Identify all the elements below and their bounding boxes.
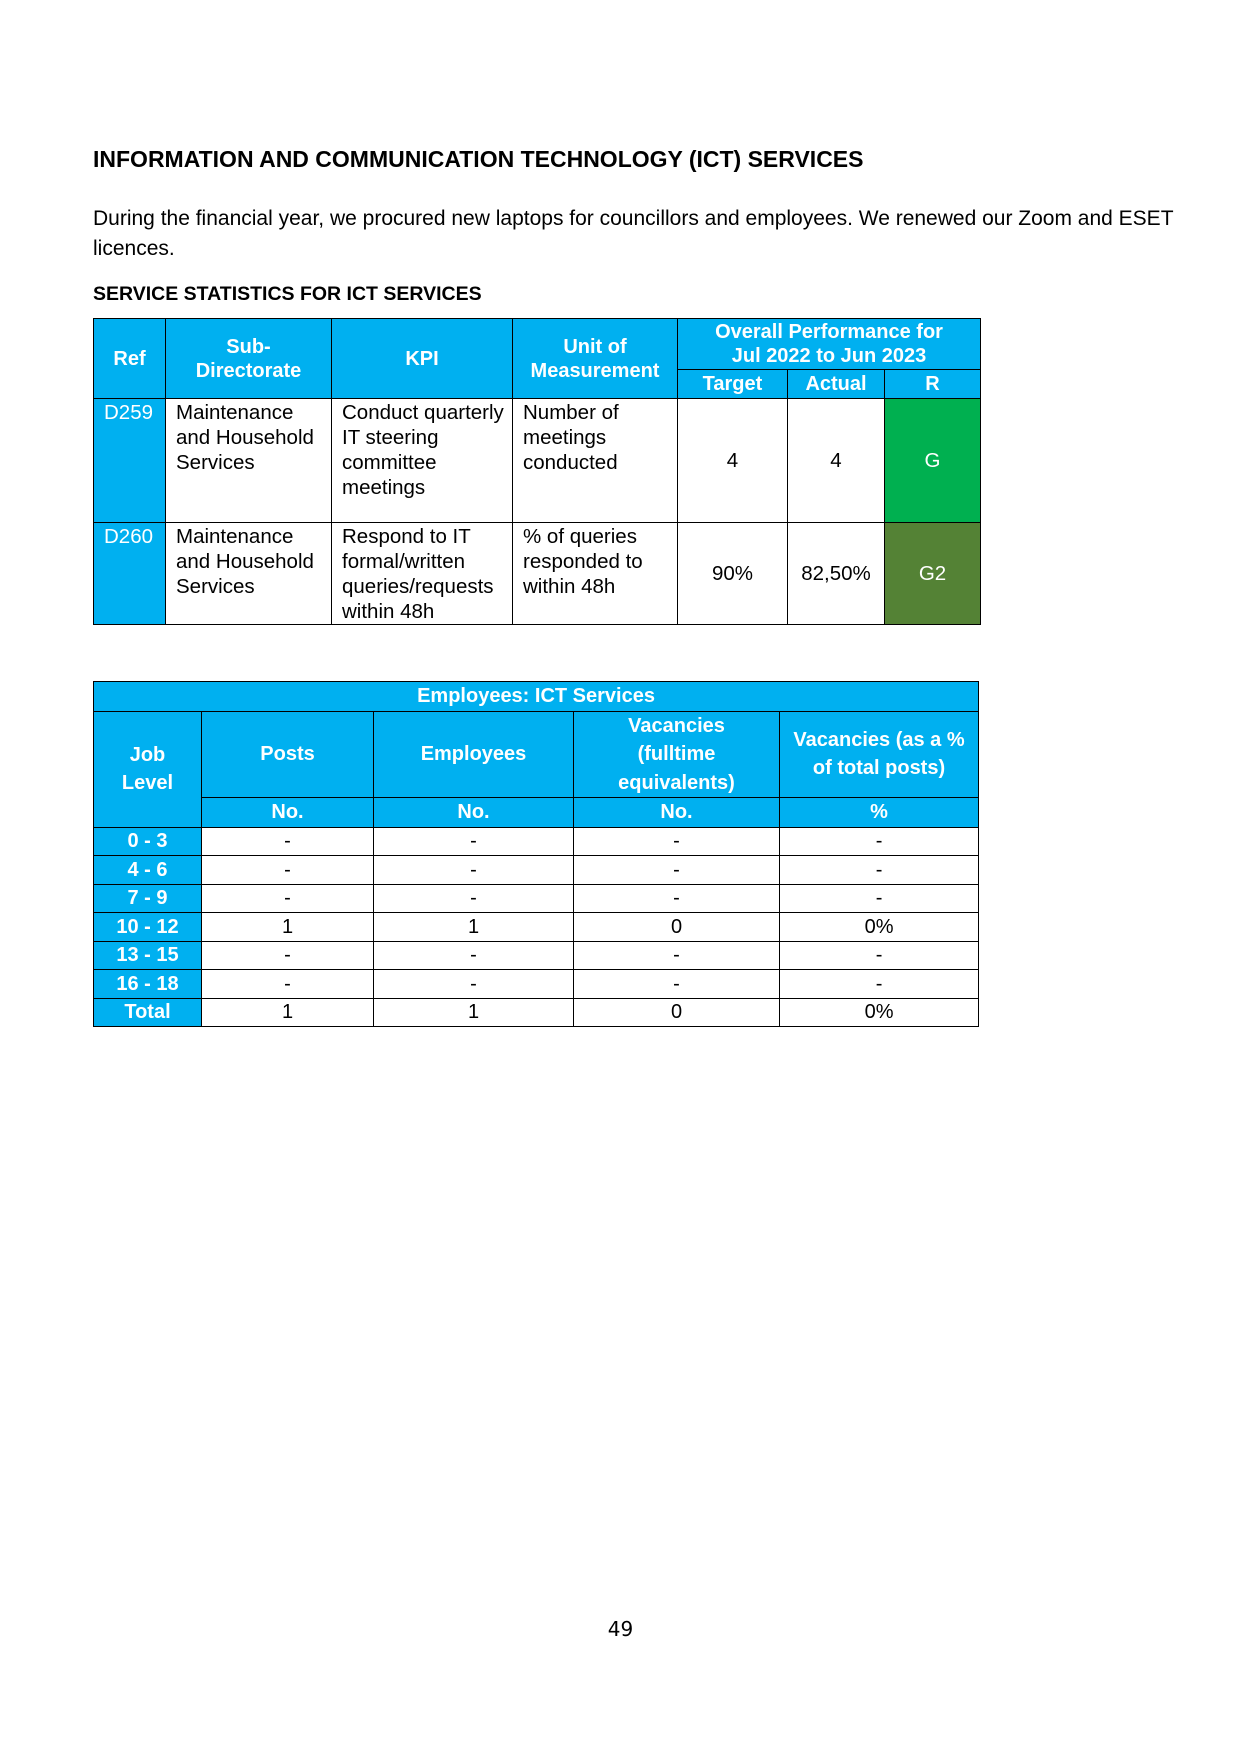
job-level-cell: 16 - 18 xyxy=(94,970,202,999)
kpi-header-overall: Overall Performance for Jul 2022 to Jun 2023 xyxy=(678,319,981,370)
job-level-cell: 4 - 6 xyxy=(94,856,202,885)
employees-table xyxy=(93,681,979,1027)
section-heading: INFORMATION AND COMMUNICATION TECHNOLOGY (ICT) SERVICES xyxy=(93,146,864,172)
employees-cell: - xyxy=(374,884,574,913)
kpi-description: Conduct quarterly IT steering committee meetings xyxy=(332,399,513,523)
stats-heading: SERVICE STATISTICS FOR ICT SERVICES xyxy=(93,283,482,305)
kpi-ref: D259 xyxy=(94,399,166,523)
kpi-header-ref: Ref xyxy=(94,319,166,399)
emp-header-employees: Employees xyxy=(374,711,574,798)
posts-cell: - xyxy=(202,970,374,999)
table-row xyxy=(94,970,979,999)
posts-cell: - xyxy=(202,941,374,970)
vacancies-cell: 0 xyxy=(574,913,780,942)
job-level-cell: 13 - 15 xyxy=(94,941,202,970)
kpi-actual: 82,50% xyxy=(788,523,885,625)
emp-header-posts: Posts xyxy=(202,711,374,798)
table-row xyxy=(94,827,979,856)
employees-cell: - xyxy=(374,970,574,999)
posts-cell: - xyxy=(202,884,374,913)
vacancies-cell: - xyxy=(574,970,780,999)
emp-header-vacancies-pct: Vacancies (as a % of total posts) xyxy=(780,711,979,798)
emp-header-job-level: Job Level xyxy=(94,711,202,827)
kpi-target: 4 xyxy=(678,399,788,523)
kpi-header-actual: Actual xyxy=(788,370,885,399)
job-level-cell: 7 - 9 xyxy=(94,884,202,913)
kpi-status-badge: G xyxy=(885,399,981,523)
vacancies-cell: - xyxy=(574,884,780,913)
kpi-header-kpi: KPI xyxy=(332,319,513,399)
posts-cell: 1 xyxy=(202,998,374,1027)
vacancies-pct-cell: 0% xyxy=(780,913,979,942)
kpi-row xyxy=(94,523,981,625)
employees-cell: 1 xyxy=(374,998,574,1027)
vacancies-pct-cell: - xyxy=(780,970,979,999)
kpi-ref: D260 xyxy=(94,523,166,625)
vacancies-pct-cell: - xyxy=(780,941,979,970)
kpi-unit: % of queries responded to within 48h xyxy=(513,523,678,625)
posts-cell: 1 xyxy=(202,913,374,942)
vacancies-cell: - xyxy=(574,941,780,970)
vacancies-pct-cell: - xyxy=(780,827,979,856)
emp-subheader-vacancies: No. xyxy=(574,798,780,828)
kpi-header-sub-directorate: Sub-Directorate xyxy=(166,319,332,399)
emp-subheader-employees: No. xyxy=(374,798,574,828)
table-row-total xyxy=(94,998,979,1027)
job-level-cell: 0 - 3 xyxy=(94,827,202,856)
vacancies-pct-cell: - xyxy=(780,856,979,885)
kpi-actual: 4 xyxy=(788,399,885,523)
kpi-header-target: Target xyxy=(678,370,788,399)
kpi-sub-directorate: Maintenance and Household Services xyxy=(166,399,332,523)
kpi-row xyxy=(94,399,981,523)
employees-table-title: Employees: ICT Services xyxy=(94,682,979,712)
table-row xyxy=(94,913,979,942)
kpi-description: Respond to IT formal/written queries/requests within 48h xyxy=(332,523,513,625)
table-row xyxy=(94,884,979,913)
kpi-header-unit: Unit of Measurement xyxy=(513,319,678,399)
table-row xyxy=(94,941,979,970)
vacancies-cell: 0 xyxy=(574,998,780,1027)
vacancies-pct-cell: 0% xyxy=(780,998,979,1027)
employees-cell: - xyxy=(374,827,574,856)
job-level-cell: Total xyxy=(94,998,202,1027)
job-level-cell: 10 - 12 xyxy=(94,913,202,942)
employees-cell: - xyxy=(374,941,574,970)
kpi-sub-directorate: Maintenance and Household Services xyxy=(166,523,332,625)
page-number: 49 xyxy=(607,1617,634,1641)
table-row xyxy=(94,856,979,885)
vacancies-cell: - xyxy=(574,827,780,856)
kpi-table xyxy=(93,318,981,625)
employees-cell: 1 xyxy=(374,913,574,942)
vacancies-cell: - xyxy=(574,856,780,885)
employees-cell: - xyxy=(374,856,574,885)
emp-subheader-vacancies-pct: % xyxy=(780,798,979,828)
kpi-status-badge: G2 xyxy=(885,523,981,625)
emp-subheader-posts: No. xyxy=(202,798,374,828)
posts-cell: - xyxy=(202,827,374,856)
intro-paragraph: During the financial year, we procured new laptops for councillors and employees. We renewed our Zoom and ESET licences. xyxy=(93,207,1174,260)
vacancies-pct-cell: - xyxy=(780,884,979,913)
kpi-target: 90% xyxy=(678,523,788,625)
posts-cell: - xyxy=(202,856,374,885)
kpi-header-r: R xyxy=(885,370,981,399)
emp-header-vacancies: Vacancies (fulltime equivalents) xyxy=(574,711,780,798)
kpi-unit: Number of meetings conducted xyxy=(513,399,678,523)
